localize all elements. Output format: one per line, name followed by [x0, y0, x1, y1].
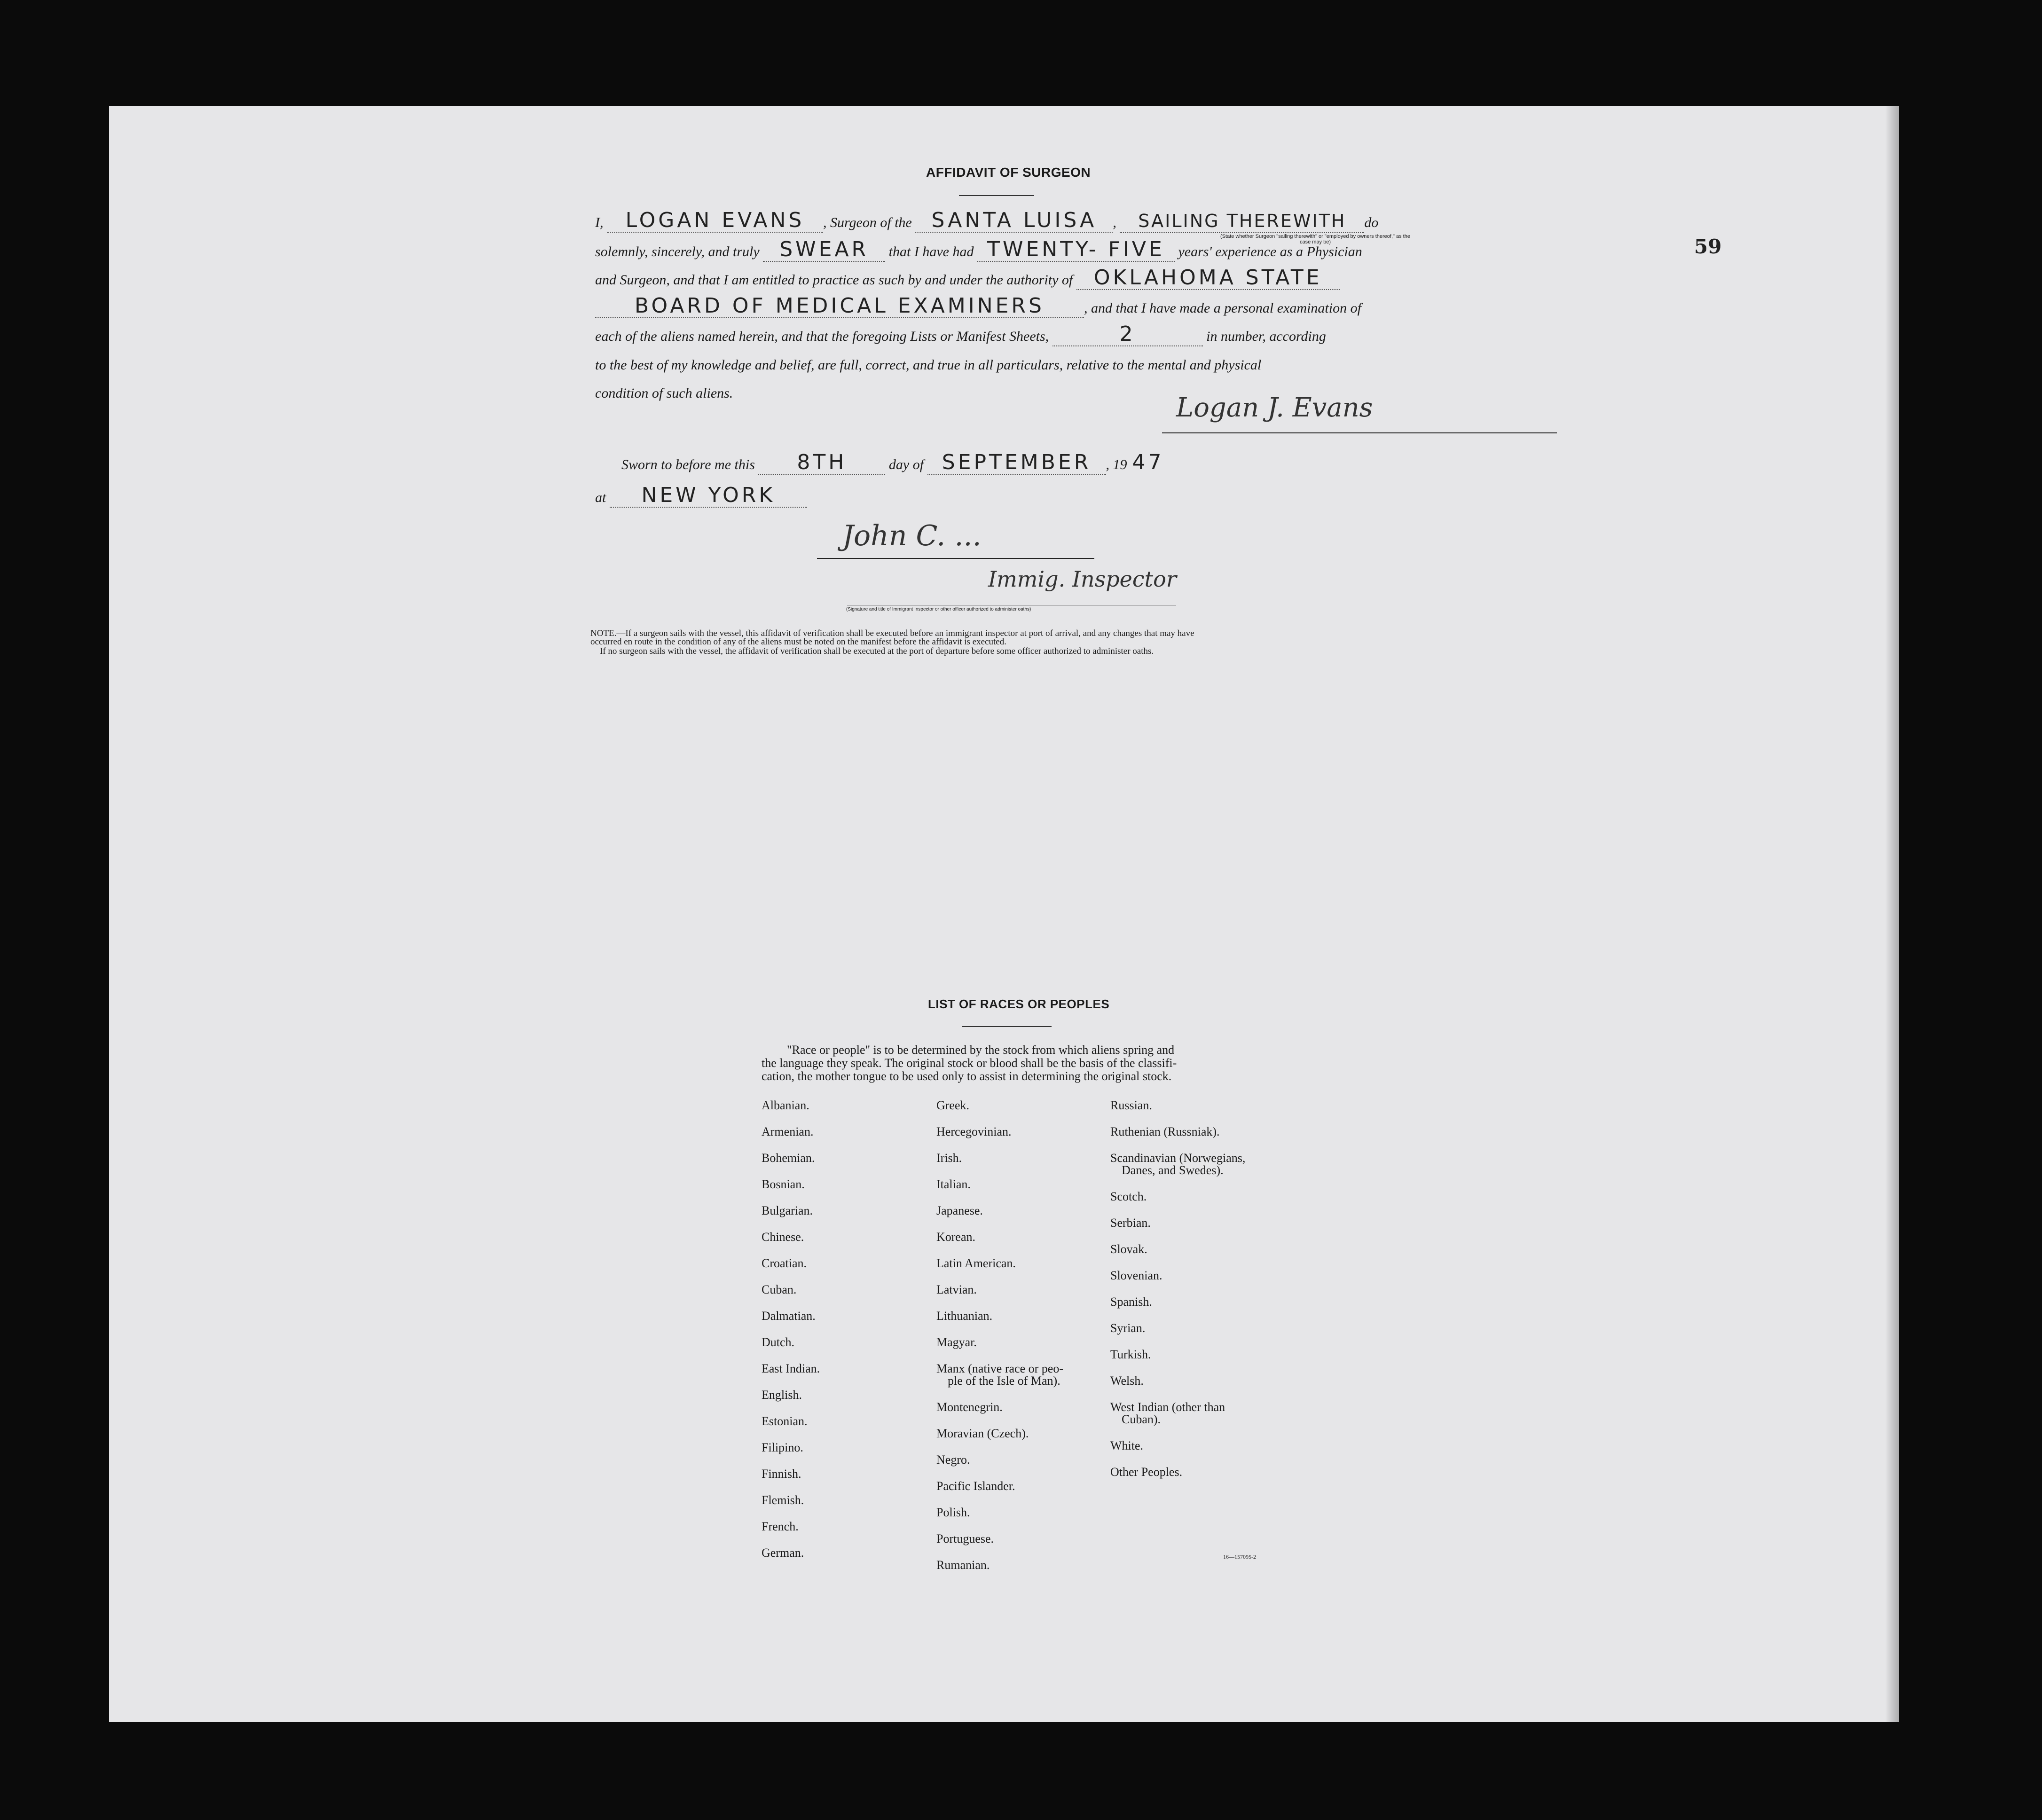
- race-entry: White.: [1110, 1439, 1144, 1452]
- race-entry: Finnish.: [762, 1467, 801, 1481]
- affidavit-title: AFFIDAVIT OF SURGEON: [926, 165, 1091, 180]
- affidavit-line-2: [595, 238, 1362, 262]
- race-entry: ple of the Isle of Man).: [948, 1374, 1060, 1388]
- races-intro-1: "Race or people" is to be determined by the stock from which aliens spring and: [787, 1043, 1175, 1057]
- race-entry: Magyar.: [936, 1335, 977, 1349]
- place-field: NEW YORK: [610, 484, 807, 508]
- text: in number, according: [1206, 329, 1326, 344]
- race-entry: Russian.: [1110, 1098, 1152, 1112]
- text: do: [1364, 215, 1379, 230]
- race-entry: Portuguese.: [936, 1532, 994, 1545]
- affidavit-line-1: [595, 209, 1378, 233]
- years-field: TWENTY- FIVE: [977, 238, 1175, 262]
- document-page: [109, 106, 1899, 1722]
- race-entry: French.: [762, 1520, 799, 1533]
- race-entry: Manx (native race or peo-: [936, 1362, 1063, 1375]
- text: , and that I have made a personal examination of: [1084, 300, 1361, 316]
- text: that I have had: [888, 244, 974, 259]
- page-number: 59: [1694, 235, 1722, 258]
- race-entry: West Indian (other than: [1110, 1400, 1225, 1414]
- race-entry: Slovak.: [1110, 1242, 1147, 1256]
- note-line-3: If no surgeon sails with the vessel, the affidavit of verification shall be executed at the port of departure before some officer authorized to administer oaths.: [600, 646, 1154, 656]
- races-intro-3: cation, the mother tongue to be used only to assist in determining the original stock.: [762, 1069, 1172, 1083]
- surgeon-signature-line: [1162, 432, 1557, 433]
- text: , 19: [1106, 457, 1127, 472]
- authority-field-2: BOARD OF MEDICAL EXAMINERS: [595, 295, 1084, 318]
- surgeon-status-field: SAILING THEREWITH: [1120, 210, 1364, 233]
- text: at: [595, 490, 606, 505]
- race-entry: German.: [762, 1546, 804, 1560]
- race-entry: Estonian.: [762, 1414, 808, 1428]
- race-entry: Latin American.: [936, 1256, 1016, 1270]
- race-entry: Dutch.: [762, 1335, 795, 1349]
- race-entry: Chinese.: [762, 1230, 804, 1244]
- race-entry: Greek.: [936, 1098, 970, 1112]
- race-entry: Flemish.: [762, 1493, 804, 1507]
- race-entry: Serbian.: [1110, 1216, 1151, 1230]
- race-entry: Korean.: [936, 1230, 976, 1244]
- affidavit-line-4: [595, 295, 1361, 318]
- text: day of: [888, 457, 924, 472]
- race-entry: Moravian (Czech).: [936, 1427, 1029, 1440]
- race-entry: Danes, and Swedes).: [1122, 1163, 1224, 1177]
- race-entry: Latvian.: [936, 1283, 977, 1296]
- race-entry: Turkish.: [1110, 1348, 1151, 1361]
- race-entry: Hercegovinian.: [936, 1125, 1012, 1138]
- sworn-year-field: 47: [1132, 450, 1164, 474]
- surgeon-name-field: LOGAN EVANS: [607, 209, 823, 233]
- race-entry: Bohemian.: [762, 1151, 815, 1165]
- race-entry: Albanian.: [762, 1098, 809, 1112]
- note-line-2: occurred en route in the condition of any of the aliens must be noted on the manifest before the affidavit is executed.: [590, 637, 1006, 647]
- ship-name-field: SANTA LUISA: [915, 209, 1113, 233]
- race-entry: Polish.: [936, 1506, 970, 1519]
- affidavit-line-6: to the best of my knowledge and belief, are full, correct, and true in all particulars, relative to the mental and physical: [595, 357, 1262, 373]
- text: ,: [1113, 215, 1116, 230]
- race-entry: Lithuanian.: [936, 1309, 993, 1323]
- races-title-rule: [962, 1026, 1052, 1027]
- title-rule: [959, 195, 1034, 196]
- race-entry: Japanese.: [936, 1204, 983, 1217]
- affidavit-line-5: [595, 323, 1326, 346]
- note-line-1: NOTE.—If a surgeon sails with the vessel, this affidavit of verification shall be executed before an immigrant inspector at port of arrival, and any changes that may have: [590, 628, 1194, 638]
- race-entry: Syrian.: [1110, 1321, 1146, 1335]
- signature-caption: (Signature and title of Immigrant Inspector or other officer authorized to administer oaths): [846, 607, 1031, 612]
- sworn-month-field: SEPTEMBER: [927, 451, 1106, 475]
- race-entry: Slovenian.: [1110, 1269, 1162, 1282]
- race-entry: East Indian.: [762, 1362, 820, 1375]
- race-entry: Scotch.: [1110, 1190, 1147, 1203]
- race-entry: Cuban.: [762, 1283, 797, 1296]
- form-code: 16—157095-2: [1223, 1553, 1256, 1560]
- surgeon-signature: Logan J. Evans: [1176, 392, 1373, 423]
- affidavit-line-7: condition of such aliens.: [595, 385, 733, 401]
- race-entry: Croatian.: [762, 1256, 807, 1270]
- race-entry: Spanish.: [1110, 1295, 1152, 1309]
- inspector-signature-line: [817, 558, 1094, 559]
- sworn-line: [621, 451, 1170, 475]
- text: Sworn to before me this: [621, 457, 755, 472]
- race-entry: Montenegrin.: [936, 1400, 1003, 1414]
- race-entry: Negro.: [936, 1453, 970, 1467]
- oath-field: SWEAR: [763, 238, 885, 262]
- sworn-day-field: 8TH: [758, 451, 885, 475]
- race-entry: Dalmatian.: [762, 1309, 816, 1323]
- text: I,: [595, 215, 604, 230]
- race-entry: Scandinavian (Norwegians,: [1110, 1151, 1246, 1165]
- place-line: [595, 484, 807, 508]
- text: , Surgeon of the: [823, 215, 912, 230]
- race-entry: Welsh.: [1110, 1374, 1144, 1388]
- races-intro-2: the language they speak. The original stock or blood shall be the basis of the classifi-: [762, 1056, 1177, 1070]
- race-entry: Ruthenian (Russniak).: [1110, 1125, 1220, 1138]
- status-caption: (State whether Surgeon "sailing therewith" or "employed by owners thereof," as the case may be): [1220, 234, 1410, 245]
- race-entry: Pacific Islander.: [936, 1479, 1015, 1493]
- inspector-signature: John C. ...: [842, 519, 982, 552]
- race-entry: Armenian.: [762, 1125, 814, 1138]
- race-entry: Cuban).: [1122, 1412, 1161, 1426]
- races-title: LIST OF RACES OR PEOPLES: [928, 997, 1110, 1011]
- race-entry: Italian.: [936, 1177, 971, 1191]
- race-entry: Other Peoples.: [1110, 1465, 1183, 1479]
- race-entry: Rumanian.: [936, 1558, 990, 1572]
- race-entry: Filipino.: [762, 1441, 803, 1454]
- affidavit-line-3: [595, 267, 1340, 290]
- sheets-count-field: 2: [1052, 323, 1203, 346]
- text: solemnly, sincerely, and truly: [595, 244, 760, 259]
- race-entry: English.: [762, 1388, 802, 1402]
- text: each of the aliens named herein, and that the foregoing Lists or Manifest Sheets,: [595, 329, 1049, 344]
- text: and Surgeon, and that I am entitled to practice as such by and under the authority of: [595, 272, 1073, 288]
- race-entry: Bosnian.: [762, 1177, 805, 1191]
- text: years' experience as a Physician: [1178, 244, 1362, 259]
- race-entry: Bulgarian.: [762, 1204, 813, 1217]
- authority-field-1: OKLAHOMA STATE: [1076, 267, 1340, 290]
- inspector-title: Immig. Inspector: [988, 566, 1177, 592]
- race-entry: Irish.: [936, 1151, 962, 1165]
